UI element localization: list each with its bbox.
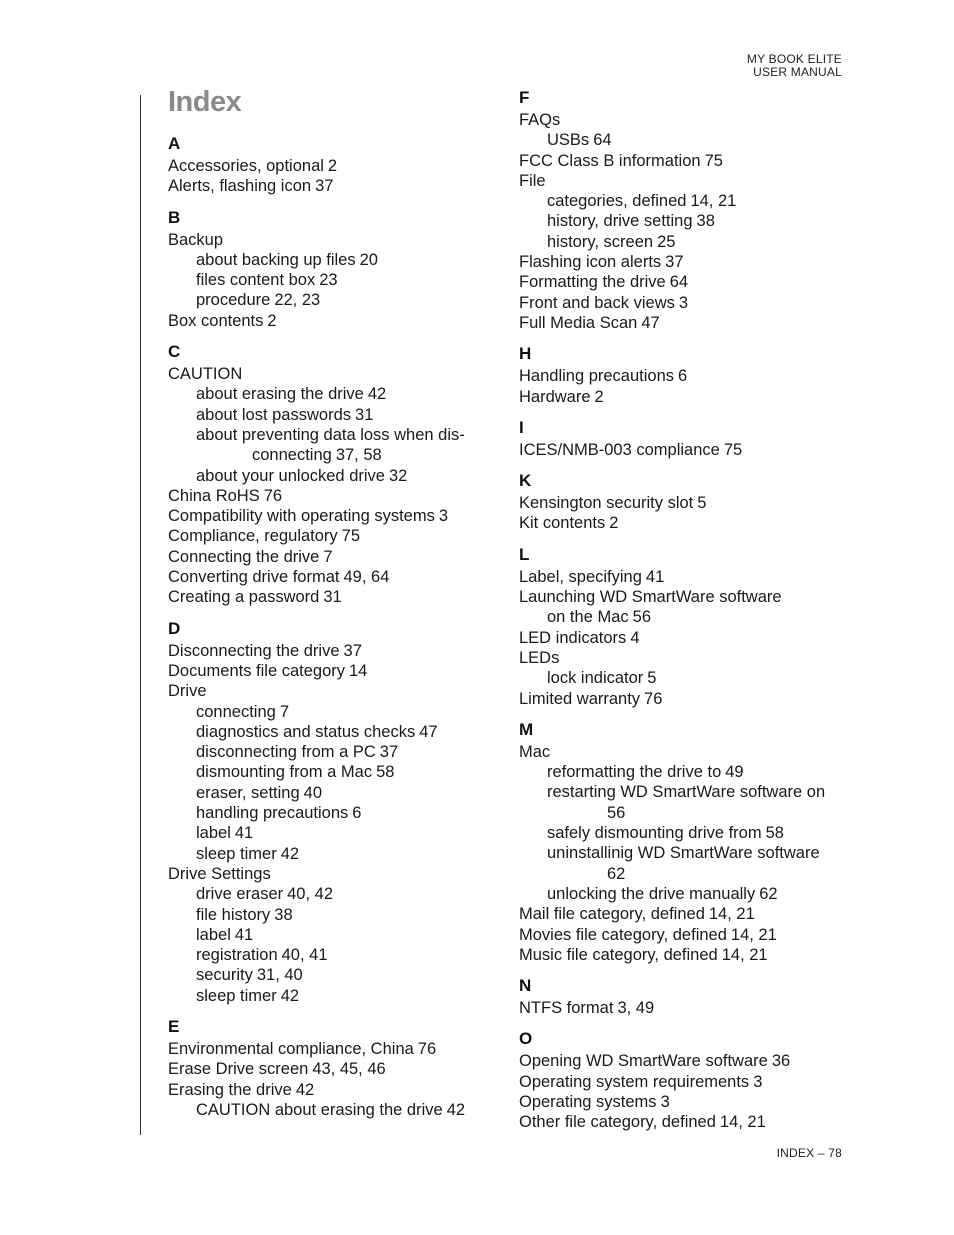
entry-term: USBs — [547, 131, 590, 150]
index-entry — [168, 526, 498, 546]
index-letter-heading: O — [519, 1029, 533, 1049]
entry-term: connecting — [196, 702, 276, 721]
entry-page-numbers: 75 — [704, 151, 723, 170]
entry-term: registration — [196, 946, 278, 965]
index-entry — [168, 783, 498, 803]
index-entry — [519, 151, 849, 171]
index-entry — [519, 171, 849, 191]
index-entry — [519, 191, 849, 211]
index-entry — [519, 945, 849, 965]
index-letter-heading: D — [168, 618, 181, 638]
entry-page-numbers: 42 — [280, 844, 300, 863]
index-entry — [168, 364, 498, 384]
index-entry — [519, 823, 849, 843]
entry-term: eraser, setting — [196, 783, 300, 802]
header-title: MY BOOK ELITE — [746, 52, 842, 66]
entry-term: Drive — [168, 682, 207, 701]
entry-term: on the Mac — [547, 608, 629, 627]
entry-term: about erasing the drive — [196, 385, 364, 404]
index-entry — [168, 1080, 498, 1100]
index-entry — [519, 689, 849, 709]
index-letter-heading: H — [519, 344, 532, 364]
entry-page-numbers: 56 — [632, 608, 651, 627]
entry-term: Accessories, optional — [168, 157, 324, 175]
entry-term: Formatting the drive — [519, 273, 666, 292]
entry-term: CAUTION about erasing the drive — [196, 1100, 443, 1119]
entry-page-numbers: 37 — [315, 177, 334, 196]
index-entry — [168, 884, 498, 904]
entry-term: Alerts, flashing icon — [168, 177, 312, 196]
index-entry — [519, 742, 849, 762]
index-letter-heading: B — [168, 207, 181, 227]
index-letter-heading: L — [519, 544, 530, 564]
entry-page-numbers: 76 — [263, 486, 283, 505]
index-entry — [519, 293, 849, 313]
entry-term: Documents file category — [168, 661, 345, 680]
entry-page-numbers: 14, 21 — [730, 925, 777, 944]
index-entry — [519, 628, 849, 648]
entry-page-numbers: 37 — [665, 253, 684, 272]
index-entry — [168, 965, 498, 985]
index-entry — [519, 493, 849, 513]
entry-term: Movies file category, defined — [519, 925, 727, 944]
index-entry — [168, 945, 498, 965]
entry-term: Backup — [168, 230, 224, 249]
entry-page-numbers: 37 — [343, 641, 362, 660]
index-letter-heading: I — [519, 417, 524, 437]
index-letter-heading: E — [168, 1016, 180, 1036]
entry-term: Operating system requirements — [519, 1072, 750, 1091]
entry-term: about lost passwords — [196, 405, 352, 424]
entry-page-numbers: 3 — [438, 507, 449, 526]
index-entry — [519, 843, 849, 863]
entry-term: diagnostics and status checks — [196, 722, 416, 741]
entry-page-numbers: 41 — [645, 567, 665, 586]
entry-term: ICES/NMB-003 compliance — [519, 440, 720, 459]
entry-page-numbers: 38 — [696, 212, 715, 231]
entry-term: file history — [196, 905, 271, 924]
index-entry — [168, 864, 498, 884]
index-entry — [168, 290, 498, 310]
index-entry — [519, 998, 849, 1018]
entry-page-numbers: 5 — [647, 669, 657, 688]
entry-page-numbers: 47 — [419, 722, 438, 741]
entry-term: FAQs — [519, 111, 561, 129]
entry-page-numbers: 3 — [660, 1092, 670, 1111]
entry-page-numbers: 31 — [323, 588, 342, 607]
entry-page-numbers: 62 — [759, 884, 778, 903]
index-entry — [519, 1072, 849, 1092]
entry-page-numbers: 5 — [697, 494, 707, 513]
entry-term: connecting — [252, 446, 332, 465]
index-entry — [168, 925, 498, 945]
entry-page-numbers: 36 — [771, 1052, 791, 1071]
index-entry — [519, 387, 849, 407]
entry-page-numbers: 20 — [359, 250, 378, 269]
index-letter-heading: C — [168, 342, 181, 362]
entry-page-numbers: 40, 41 — [281, 946, 328, 965]
entry-page-numbers: 43, 45, 46 — [312, 1060, 386, 1079]
entry-page-numbers: 42 — [446, 1100, 466, 1119]
index-entry — [519, 1051, 849, 1071]
entry-page-numbers: 7 — [323, 547, 333, 566]
entry-term: CAUTION — [168, 365, 243, 384]
entry-term: Environmental compliance, China — [168, 1039, 414, 1058]
page-footer: INDEX – 78 — [776, 1146, 842, 1160]
entry-term: Flashing icon alerts — [519, 253, 662, 272]
index-letter-heading: M — [519, 719, 534, 739]
index-entry — [519, 1092, 849, 1112]
entry-page-numbers: 6 — [678, 367, 688, 386]
entry-term: Erasing the drive — [168, 1080, 292, 1099]
index-entry — [168, 587, 498, 607]
index-entry — [168, 270, 498, 290]
index-entry — [519, 232, 849, 252]
entry-page-numbers: 64 — [593, 131, 612, 150]
entry-page-numbers: 2 — [609, 514, 619, 533]
entry-page-numbers: 14, 21 — [690, 192, 737, 211]
index-entry — [168, 311, 498, 331]
index-entry — [519, 252, 849, 272]
entry-term: unlocking the drive manually — [547, 884, 756, 903]
entry-page-numbers: 41 — [234, 925, 254, 944]
entry-page-numbers: 58 — [765, 824, 784, 843]
index-entry — [168, 905, 498, 925]
header-subtitle: USER MANUAL — [753, 65, 842, 79]
index-entry — [168, 250, 498, 270]
index-column-left — [168, 134, 498, 1120]
entry-term: restarting WD SmartWare software on — [547, 783, 826, 802]
entry-term: security — [196, 966, 253, 985]
index-entry — [168, 1059, 498, 1079]
entry-page-numbers: 6 — [352, 804, 362, 823]
entry-page-numbers: 14, 21 — [708, 905, 755, 924]
index-entry — [519, 272, 849, 292]
index-entry — [519, 110, 849, 130]
entry-page-numbers: 31 — [355, 405, 374, 424]
entry-page-numbers: 14, 21 — [721, 945, 768, 964]
index-entry — [168, 466, 498, 486]
entry-term: Kensington security slot — [519, 494, 694, 513]
entry-term: Full Media Scan — [519, 313, 638, 332]
entry-page-numbers: 62 — [607, 864, 626, 883]
entry-page-numbers: 75 — [341, 527, 361, 546]
entry-page-numbers: 49 — [725, 763, 744, 782]
entry-term: history, drive setting — [547, 212, 693, 231]
entry-page-numbers: 31, 40 — [256, 966, 303, 985]
entry-page-numbers: 38 — [274, 905, 293, 924]
entry-term: categories, defined — [547, 192, 687, 211]
entry-page-numbers: 47 — [641, 313, 660, 332]
index-entry — [519, 648, 849, 668]
index-entry — [168, 230, 498, 250]
index-entry — [168, 681, 498, 701]
entry-page-numbers: 76 — [417, 1039, 437, 1058]
index-entry — [519, 668, 849, 688]
entry-term: Hardware — [519, 387, 591, 406]
entry-term: handling precautions — [196, 804, 349, 823]
entry-term: Label, specifying — [519, 567, 642, 586]
entry-page-numbers: 14 — [349, 661, 368, 680]
entry-term: Drive Settings — [168, 864, 271, 883]
entry-term: Other file category, defined — [519, 1113, 716, 1132]
entry-term: Compliance, regulatory — [168, 527, 338, 546]
entry-page-numbers: 2 — [327, 157, 338, 175]
index-entry — [168, 547, 498, 567]
index-entry — [168, 384, 498, 404]
index-entry — [168, 722, 498, 742]
entry-term: Disconnecting the drive — [168, 641, 340, 660]
index-entry — [519, 803, 849, 823]
index-entry — [168, 405, 498, 425]
entry-term: Erase Drive screen — [168, 1060, 309, 1079]
entry-page-numbers: 76 — [644, 689, 663, 708]
index-entry — [168, 506, 498, 526]
entry-term: uninstallinig WD SmartWare software — [547, 844, 820, 863]
entry-term: Mail file category, defined — [519, 905, 705, 924]
entry-term: reformatting the drive to — [547, 763, 722, 782]
index-entry — [168, 1100, 498, 1120]
index-entry — [519, 884, 849, 904]
index-entry — [168, 844, 498, 864]
entry-page-numbers: 22, 23 — [274, 291, 321, 310]
entry-page-numbers: 41 — [234, 824, 254, 843]
entry-page-numbers: 2 — [267, 311, 277, 330]
entry-term: safely dismounting drive from — [547, 824, 762, 843]
entry-page-numbers: 56 — [607, 803, 626, 822]
entry-page-numbers: 40 — [303, 783, 322, 802]
entry-page-numbers: 4 — [630, 628, 640, 647]
entry-term: Handling precautions — [519, 367, 675, 386]
margin-rule — [140, 95, 141, 1135]
entry-page-numbers: 3 — [753, 1072, 763, 1091]
entry-term: disconnecting from a PC — [196, 743, 376, 762]
index-column-right — [519, 88, 849, 1133]
index-entry — [519, 607, 849, 627]
entry-page-numbers: 2 — [594, 387, 604, 406]
index-entry — [519, 925, 849, 945]
entry-page-numbers: 37 — [379, 743, 399, 762]
entry-term: Limited warranty — [519, 689, 641, 708]
entry-term: sleep timer — [196, 844, 277, 863]
entry-page-numbers: 64 — [669, 273, 689, 292]
entry-page-numbers: 49, 64 — [343, 568, 390, 587]
index-entry — [519, 567, 849, 587]
index-entry — [168, 762, 498, 782]
entry-term: File — [519, 171, 546, 190]
index-entry — [519, 440, 849, 460]
index-entry — [168, 823, 498, 843]
entry-page-numbers: 40, 42 — [287, 885, 333, 904]
entry-page-numbers: 58 — [376, 763, 395, 782]
entry-term: procedure — [196, 291, 271, 310]
entry-term: Opening WD SmartWare software — [519, 1052, 768, 1071]
index-entry — [168, 176, 498, 196]
entry-term: about backing up files — [196, 250, 356, 269]
index-entry — [519, 782, 849, 802]
index-letter-heading: K — [519, 471, 532, 491]
entry-term: files content box — [196, 271, 316, 290]
entry-page-numbers: 25 — [657, 232, 676, 251]
index-entry — [168, 486, 498, 506]
entry-term: Connecting the drive — [168, 547, 320, 566]
entry-page-numbers: 42 — [295, 1080, 315, 1099]
entry-term: FCC Class B information — [519, 151, 701, 170]
entry-term: Music file category, defined — [519, 945, 718, 964]
index-entry — [168, 156, 498, 176]
index-entry — [519, 130, 849, 150]
entry-page-numbers: 3 — [678, 293, 689, 312]
entry-term: Launching WD SmartWare software — [519, 588, 782, 607]
index-entry — [168, 445, 498, 465]
index-entry — [519, 1112, 849, 1132]
index-entry — [519, 904, 849, 924]
entry-page-numbers: 7 — [279, 702, 289, 721]
entry-term: Box contents — [168, 311, 264, 330]
index-entry — [168, 641, 498, 661]
index-entry — [519, 587, 849, 607]
entry-term: LED indicators — [519, 628, 627, 647]
index-entry — [168, 742, 498, 762]
index-entry — [168, 986, 498, 1006]
entry-term: dismounting from a Mac — [196, 763, 373, 782]
page-title: Index — [168, 86, 242, 118]
entry-page-numbers: 14, 21 — [719, 1113, 766, 1132]
running-header — [747, 53, 842, 79]
index-entry — [168, 661, 498, 681]
index-letter-heading: F — [519, 88, 530, 107]
index-entry — [519, 762, 849, 782]
index-entry — [168, 803, 498, 823]
entry-term: label — [196, 824, 231, 843]
entry-term: about preventing data loss when dis- — [196, 425, 465, 444]
entry-term: NTFS format — [519, 999, 614, 1018]
entry-term: drive eraser — [196, 885, 284, 904]
index-entry — [519, 864, 849, 884]
entry-term: lock indicator — [547, 669, 644, 688]
entry-page-numbers: 42 — [367, 385, 387, 404]
entry-page-numbers: 42 — [280, 986, 300, 1005]
entry-term: Front and back views — [519, 293, 675, 312]
index-entry — [168, 702, 498, 722]
entry-page-numbers: 23 — [319, 271, 338, 290]
entry-term: Kit contents — [519, 514, 606, 533]
entry-term: label — [196, 925, 231, 944]
entry-term: China RoHS — [168, 486, 260, 505]
index-entry — [168, 425, 498, 445]
entry-term: about your unlocked drive — [196, 466, 385, 485]
entry-term: history, screen — [547, 232, 654, 251]
entry-term: sleep timer — [196, 986, 277, 1005]
index-entry — [168, 1039, 498, 1059]
entry-page-numbers: 32 — [388, 466, 408, 485]
index-entry — [519, 513, 849, 533]
index-letter-heading: A — [168, 134, 181, 153]
entry-term: Operating systems — [519, 1092, 657, 1111]
index-entry — [519, 366, 849, 386]
entry-page-numbers: 37, 58 — [335, 446, 382, 465]
entry-term: Converting drive format — [168, 568, 340, 587]
entry-page-numbers: 75 — [723, 440, 743, 459]
index-letter-heading: N — [519, 976, 532, 996]
index-entry — [519, 313, 849, 333]
entry-page-numbers: 3, 49 — [617, 999, 655, 1018]
index-entry — [519, 211, 849, 231]
entry-term: LEDs — [519, 648, 560, 667]
entry-term: Compatibility with operating systems — [168, 507, 435, 526]
entry-term: Creating a password — [168, 588, 320, 607]
entry-term: Mac — [519, 742, 551, 761]
index-entry — [168, 567, 498, 587]
